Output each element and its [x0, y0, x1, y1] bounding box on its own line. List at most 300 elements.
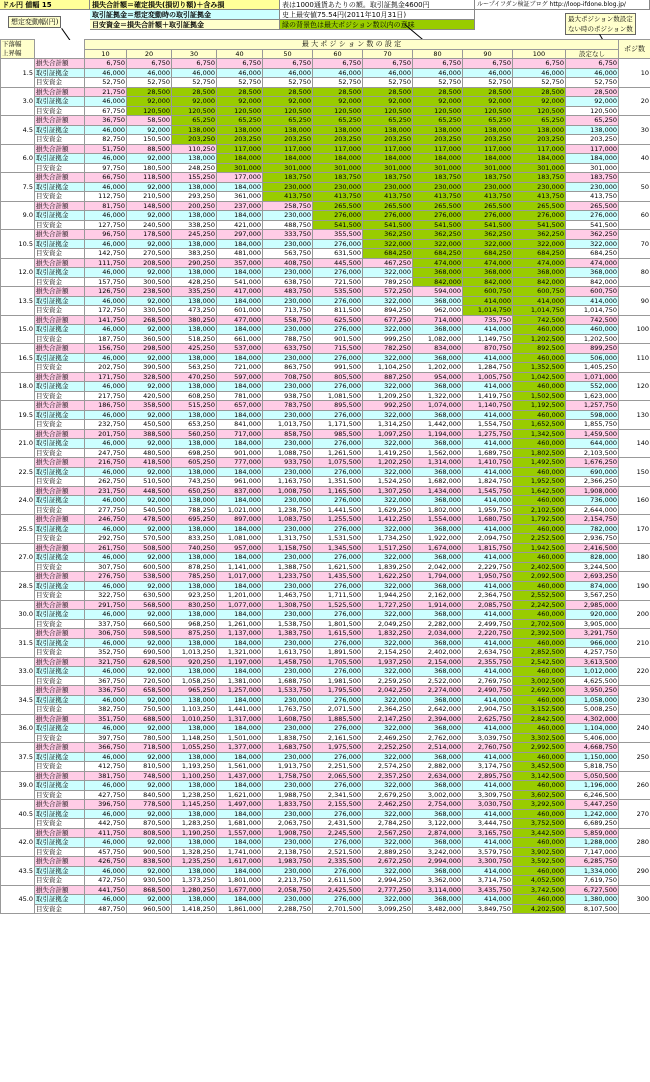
table-cell: 186,750	[85, 401, 127, 411]
table-cell: 1,314,000	[413, 458, 463, 468]
table-row	[1, 68, 650, 78]
table-cell: 991,500	[313, 363, 363, 373]
table-row	[1, 173, 650, 183]
table-cell: 901,000	[217, 448, 263, 458]
table-cell: 414,000	[463, 581, 513, 591]
table-cell: 230,000	[263, 752, 313, 762]
table-row	[1, 268, 650, 278]
row-label: 目安資金	[35, 448, 85, 458]
table-cell: 460,000	[513, 610, 566, 620]
table-cell: 368,000	[513, 268, 566, 278]
table-cell: 297,000	[217, 230, 263, 240]
table-cell: 368,000	[413, 553, 463, 563]
table-cell: 46,000	[513, 68, 566, 78]
range-label: 18.0	[1, 372, 35, 401]
table-cell: 1,922,000	[413, 534, 463, 544]
table-cell: 358,500	[127, 401, 172, 411]
table-cell: 120,500	[313, 106, 363, 116]
table-cell: 322,000	[363, 866, 413, 876]
table-cell: 126,750	[85, 287, 127, 297]
table-cell: 1,554,000	[413, 515, 463, 525]
blog-link[interactable]: ループイフダン検証ブログ http://loop-ifdone.blog.jp/	[475, 0, 650, 10]
table-cell: 608,250	[172, 391, 217, 401]
range-label: 3.0	[1, 87, 35, 116]
table-cell: 362,250	[566, 230, 619, 240]
table-cell: 52,750	[263, 78, 313, 88]
table-cell: 750,500	[127, 705, 172, 715]
table-cell: 708,750	[263, 372, 313, 382]
row-label: 目安資金	[35, 790, 85, 800]
table-cell: 92,000	[127, 353, 172, 363]
table-cell: 5,447,250	[566, 800, 619, 810]
table-cell: 184,000	[463, 154, 513, 164]
table-cell: 1,193,250	[172, 762, 217, 772]
table-cell: 138,000	[172, 182, 217, 192]
table-cell: 2,874,000	[413, 828, 463, 838]
table-cell: 1,261,500	[313, 448, 363, 458]
table-cell: 535,500	[313, 287, 363, 297]
table-cell: 230,000	[566, 182, 619, 192]
row-label: 損失合計額	[35, 629, 85, 639]
table-cell: 171,750	[85, 372, 127, 382]
table-cell: 92,000	[127, 610, 172, 620]
table-cell: 138,000	[172, 695, 217, 705]
table-cell: 138,000	[172, 125, 217, 135]
table-cell: 1,202,000	[413, 363, 463, 373]
table-cell: 322,000	[363, 410, 413, 420]
table-cell: 1,674,000	[413, 543, 463, 553]
table-cell: 202,750	[85, 363, 127, 373]
table-cell: 3,300,750	[463, 857, 513, 867]
table-cell: 778,500	[127, 800, 172, 810]
table-cell: 368,000	[413, 866, 463, 876]
table-cell: 184,000	[217, 496, 263, 506]
table-cell: 2,985,000	[566, 600, 619, 610]
table-cell: 120,500	[413, 106, 463, 116]
table-cell: 414,000	[463, 553, 513, 563]
table-cell: 2,042,000	[413, 562, 463, 572]
row-label: 目安資金	[35, 819, 85, 829]
table-cell: 474,000	[566, 258, 619, 268]
table-cell: 1,838,750	[263, 733, 313, 743]
table-cell: 6,750	[127, 59, 172, 69]
table-cell: 46,000	[85, 296, 127, 306]
table-cell: 2,904,750	[463, 705, 513, 715]
table-cell: 322,000	[363, 838, 413, 848]
row-label: 取引証拠金	[35, 68, 85, 78]
table-cell: 276,000	[313, 809, 363, 819]
table-cell: 721,500	[313, 277, 363, 287]
table-cell: 1,317,000	[217, 714, 263, 724]
table-row	[1, 714, 650, 724]
table-cell: 1,815,750	[463, 543, 513, 553]
table-cell: 2,154,750	[566, 515, 619, 525]
table-cell: 1,351,500	[313, 477, 363, 487]
table-cell: 830,250	[172, 600, 217, 610]
table-cell: 328,500	[127, 372, 172, 382]
table-cell: 1,388,750	[263, 562, 313, 572]
table-cell: 322,000	[363, 325, 413, 335]
table-cell: 368,000	[413, 610, 463, 620]
table-row	[1, 619, 650, 629]
table-cell: 97,750	[85, 163, 127, 173]
table-cell: 1,380,000	[566, 895, 619, 905]
table-cell: 1,238,250	[172, 790, 217, 800]
table-cell: 46,000	[85, 838, 127, 848]
table-cell: 788,750	[263, 334, 313, 344]
row-label: 取引証拠金	[35, 325, 85, 335]
table-cell: 2,242,500	[513, 600, 566, 610]
range-label: 37.5	[1, 743, 35, 772]
table-cell: 322,000	[363, 382, 413, 392]
table-row	[1, 828, 650, 838]
table-cell: 892,500	[513, 344, 566, 354]
table-cell: 92,000	[566, 97, 619, 107]
table-cell: 2,431,500	[313, 819, 363, 829]
table-cell: 322,000	[363, 296, 413, 306]
table-cell: 1,100,250	[172, 771, 217, 781]
row-label: 損失合計額	[35, 458, 85, 468]
table-cell: 541,500	[363, 220, 413, 230]
table-cell: 138,000	[172, 638, 217, 648]
range-label: 19.5	[1, 401, 35, 430]
table-cell: 245,250	[172, 230, 217, 240]
table-cell: 1,373,250	[172, 876, 217, 886]
table-cell: 1,321,000	[217, 648, 263, 658]
table-cell: 1,209,250	[363, 391, 413, 401]
table-cell: 276,000	[313, 695, 363, 705]
table-cell: 92,000	[263, 97, 313, 107]
table-cell: 598,000	[566, 410, 619, 420]
table-cell: 184,000	[217, 439, 263, 449]
table-cell: 414,000	[463, 695, 513, 705]
row-label: 取引証拠金	[35, 382, 85, 392]
table-cell: 1,014,750	[463, 306, 513, 316]
table-cell: 2,462,250	[363, 800, 413, 810]
table-cell: 6,750	[217, 59, 263, 69]
table-cell: 230,000	[263, 211, 313, 221]
table-cell: 841,000	[217, 420, 263, 430]
table-cell: 265,500	[363, 201, 413, 211]
table-cell: 999,250	[363, 334, 413, 344]
table-cell: 276,000	[313, 524, 363, 534]
table-cell: 474,000	[413, 258, 463, 268]
table-cell: 1,284,750	[463, 363, 513, 373]
table-cell: 368,000	[413, 667, 463, 677]
table-cell: 901,500	[313, 334, 363, 344]
table-cell: 5,818,750	[566, 762, 619, 772]
table-cell: 1,682,000	[413, 477, 463, 487]
table-cell: 414,000	[463, 781, 513, 791]
row-label: 損失合計額	[35, 828, 85, 838]
table-cell: 276,000	[313, 638, 363, 648]
table-cell: 714,000	[413, 315, 463, 325]
table-cell: 127,750	[85, 220, 127, 230]
table-row	[1, 895, 650, 905]
table-cell: 658,500	[127, 686, 172, 696]
row-label: 取引証拠金	[35, 125, 85, 135]
row-label: 損失合計額	[35, 600, 85, 610]
table-cell: 736,000	[566, 496, 619, 506]
table-cell: 1,988,750	[263, 790, 313, 800]
table-cell: 383,250	[172, 249, 217, 259]
table-cell: 870,500	[127, 819, 172, 829]
table-cell: 2,416,500	[566, 543, 619, 553]
table-cell: 230,000	[263, 866, 313, 876]
table-cell: 46,000	[85, 410, 127, 420]
row-label: 目安資金	[35, 363, 85, 373]
table-row	[1, 904, 650, 914]
table-cell: 92,000	[127, 239, 172, 249]
row-label: 損失合計額	[35, 714, 85, 724]
row-label: 目安資金	[35, 619, 85, 629]
table-cell: 298,500	[127, 344, 172, 354]
table-row	[1, 97, 650, 107]
row-label: 取引証拠金	[35, 353, 85, 363]
table-cell: 3,002,500	[513, 676, 566, 686]
table-cell: 460,000	[513, 895, 566, 905]
table-cell: 1,501,000	[217, 733, 263, 743]
table-cell: 653,250	[172, 420, 217, 430]
range-label: 28.5	[1, 572, 35, 601]
table-row	[1, 496, 650, 506]
table-cell: 177,000	[217, 173, 263, 183]
table-row	[1, 135, 650, 145]
table-cell: 563,250	[172, 363, 217, 373]
table-cell: 414,000	[463, 667, 513, 677]
table-cell: 1,681,000	[217, 819, 263, 829]
table-cell: 92,000	[127, 838, 172, 848]
table-cell: 2,274,000	[413, 686, 463, 696]
table-cell: 184,000	[217, 467, 263, 477]
table-cell: 428,250	[172, 277, 217, 287]
def-total: 目安資金＝損失合計額＋取引証拠金	[90, 20, 280, 30]
row-label: 目安資金	[35, 163, 85, 173]
table-cell: 2,672,250	[363, 857, 413, 867]
table-cell: 110,250	[172, 144, 217, 154]
table-row	[1, 534, 650, 544]
table-cell: 6,246,500	[566, 790, 619, 800]
table-cell: 1,104,000	[566, 724, 619, 734]
table-cell: 276,000	[313, 724, 363, 734]
row-label: 取引証拠金	[35, 667, 85, 677]
table-cell: 1,458,750	[263, 657, 313, 667]
row-label: 取引証拠金	[35, 182, 85, 192]
table-cell: 460,000	[513, 667, 566, 677]
table-cell: 276,750	[85, 572, 127, 582]
table-cell: 3,142,500	[513, 771, 566, 781]
table-cell: 92,000	[127, 182, 172, 192]
table-cell: 1,008,750	[263, 486, 313, 496]
table-cell: 2,364,250	[363, 705, 413, 715]
table-cell: 187,750	[85, 334, 127, 344]
row-label: 目安資金	[35, 391, 85, 401]
table-row	[1, 581, 650, 591]
table-cell: 92,000	[127, 638, 172, 648]
pos-count: 60	[619, 201, 650, 230]
table-cell: 301,000	[566, 163, 619, 173]
table-cell: 3,905,000	[566, 619, 619, 629]
table-cell: 183,750	[313, 173, 363, 183]
table-row	[1, 410, 650, 420]
table-cell: 360,500	[127, 334, 172, 344]
note-record-low: 史上最安値75.54円(2011年10月31日)	[280, 10, 475, 20]
table-cell: 4,202,500	[513, 904, 566, 914]
table-cell: 1,381,000	[217, 676, 263, 686]
table-cell: 1,824,750	[463, 477, 513, 487]
table-cell: 1,014,750	[566, 306, 619, 316]
table-cell: 684,250	[463, 249, 513, 259]
table-row	[1, 819, 650, 829]
table-cell: 230,000	[263, 781, 313, 791]
table-cell: 92,000	[127, 296, 172, 306]
table-cell: 52,750	[566, 78, 619, 88]
row-label: 損失合計額	[35, 372, 85, 382]
row-label: 目安資金	[35, 562, 85, 572]
table-cell: 1,855,750	[566, 420, 619, 430]
pos-count: 230	[619, 686, 650, 715]
table-row	[1, 220, 650, 230]
table-cell: 748,500	[127, 771, 172, 781]
table-cell: 414,000	[513, 296, 566, 306]
table-cell: 138,000	[413, 125, 463, 135]
table-cell: 28,500	[363, 87, 413, 97]
table-cell: 237,000	[217, 201, 263, 211]
table-cell: 1,642,500	[513, 486, 566, 496]
table-cell: 414,000	[463, 752, 513, 762]
row-label: 損失合計額	[35, 429, 85, 439]
table-cell: 268,500	[127, 315, 172, 325]
table-cell: 120,500	[566, 106, 619, 116]
table-cell: 88,500	[127, 144, 172, 154]
table-cell: 120,500	[172, 106, 217, 116]
table-cell: 230,000	[363, 182, 413, 192]
table-cell: 1,055,250	[172, 743, 217, 753]
table-cell: 92,000	[127, 496, 172, 506]
table-cell: 1,441,000	[217, 705, 263, 715]
table-cell: 322,000	[363, 496, 413, 506]
table-cell: 301,000	[313, 163, 363, 173]
table-cell: 184,000	[217, 752, 263, 762]
table-row	[1, 486, 650, 496]
table-cell: 1,419,750	[463, 391, 513, 401]
table-cell: 3,174,750	[463, 762, 513, 772]
table-cell: 414,000	[463, 838, 513, 848]
table-cell: 899,250	[566, 344, 619, 354]
table-cell: 478,500	[127, 515, 172, 525]
table-cell: 52,750	[127, 78, 172, 88]
table-cell: 1,792,500	[513, 515, 566, 525]
table-cell: 1,913,750	[263, 762, 313, 772]
table-cell: 2,992,500	[513, 743, 566, 753]
row-label: 損失合計額	[35, 885, 85, 895]
row-label: 目安資金	[35, 762, 85, 772]
table-cell: 265,500	[413, 201, 463, 211]
callout-max-pos: 最大ポジション数設定 ない時のポジション数	[565, 13, 636, 35]
table-cell: 1,010,250	[172, 714, 217, 724]
table-cell: 487,750	[85, 904, 127, 914]
table-row	[1, 182, 650, 192]
table-cell: 4,257,750	[566, 648, 619, 658]
table-cell: 781,000	[217, 391, 263, 401]
table-cell: 1,021,000	[217, 505, 263, 515]
col-header-1: 20	[127, 49, 172, 59]
table-row	[1, 315, 650, 325]
table-cell: 46,000	[85, 610, 127, 620]
table-cell: 138,000	[172, 866, 217, 876]
row-label: 目安資金	[35, 648, 85, 658]
table-cell: 240,500	[127, 220, 172, 230]
table-cell: 184,000	[217, 182, 263, 192]
table-cell: 1,163,750	[263, 477, 313, 487]
table-cell: 138,000	[263, 125, 313, 135]
table-cell: 276,000	[313, 296, 363, 306]
label-col-header-2	[35, 49, 85, 59]
table-cell: 92,000	[127, 97, 172, 107]
table-cell: 183,750	[566, 173, 619, 183]
table-cell: 46,000	[85, 182, 127, 192]
table-cell: 2,514,000	[413, 743, 463, 753]
table-cell: 923,250	[172, 591, 217, 601]
table-cell: 46,000	[85, 154, 127, 164]
table-cell: 782,000	[566, 524, 619, 534]
pos-count: 110	[619, 344, 650, 373]
table-cell: 1,908,000	[566, 486, 619, 496]
table-cell: 1,622,250	[363, 572, 413, 582]
pos-count-header: ポジ数	[619, 40, 650, 59]
table-cell: 717,000	[217, 429, 263, 439]
table-cell: 1,383,750	[263, 629, 313, 639]
table-cell: 65,250	[363, 116, 413, 126]
table-cell: 3,752,500	[513, 819, 566, 829]
row-label: 取引証拠金	[35, 610, 85, 620]
table-row	[1, 258, 650, 268]
table-cell: 138,000	[172, 467, 217, 477]
table-row	[1, 762, 650, 772]
table-cell: 368,000	[413, 581, 463, 591]
pos-count: 20	[619, 87, 650, 116]
table-cell: 477,000	[217, 315, 263, 325]
table-cell: 46,000	[85, 553, 127, 563]
table-cell: 46,000	[85, 97, 127, 107]
pos-count: 100	[619, 315, 650, 344]
sheet-title: ドル円 値幅 15	[0, 0, 90, 10]
table-cell: 954,000	[413, 372, 463, 382]
table-row	[1, 467, 650, 477]
row-label: 損失合計額	[35, 258, 85, 268]
table-cell: 46,000	[85, 752, 127, 762]
col-header-10: 設定なし	[566, 49, 619, 59]
range-label: 9.0	[1, 201, 35, 230]
row-label: 取引証拠金	[35, 211, 85, 221]
table-cell: 92,000	[172, 97, 217, 107]
table-cell: 1,352,500	[513, 363, 566, 373]
table-cell: 1,758,750	[263, 771, 313, 781]
col-header-0: 10	[85, 49, 127, 59]
table-cell: 265,500	[313, 201, 363, 211]
table-cell: 633,750	[263, 344, 313, 354]
table-cell: 184,000	[217, 239, 263, 249]
table-cell: 789,250	[363, 277, 413, 287]
table-row	[1, 477, 650, 487]
row-label: 損失合計額	[35, 657, 85, 667]
table-cell: 46,000	[85, 382, 127, 392]
table-cell: 1,083,750	[263, 515, 313, 525]
table-cell: 2,769,750	[463, 676, 513, 686]
table-cell: 1,074,000	[413, 401, 463, 411]
table-cell: 2,882,000	[413, 762, 463, 772]
table-row	[1, 125, 650, 135]
